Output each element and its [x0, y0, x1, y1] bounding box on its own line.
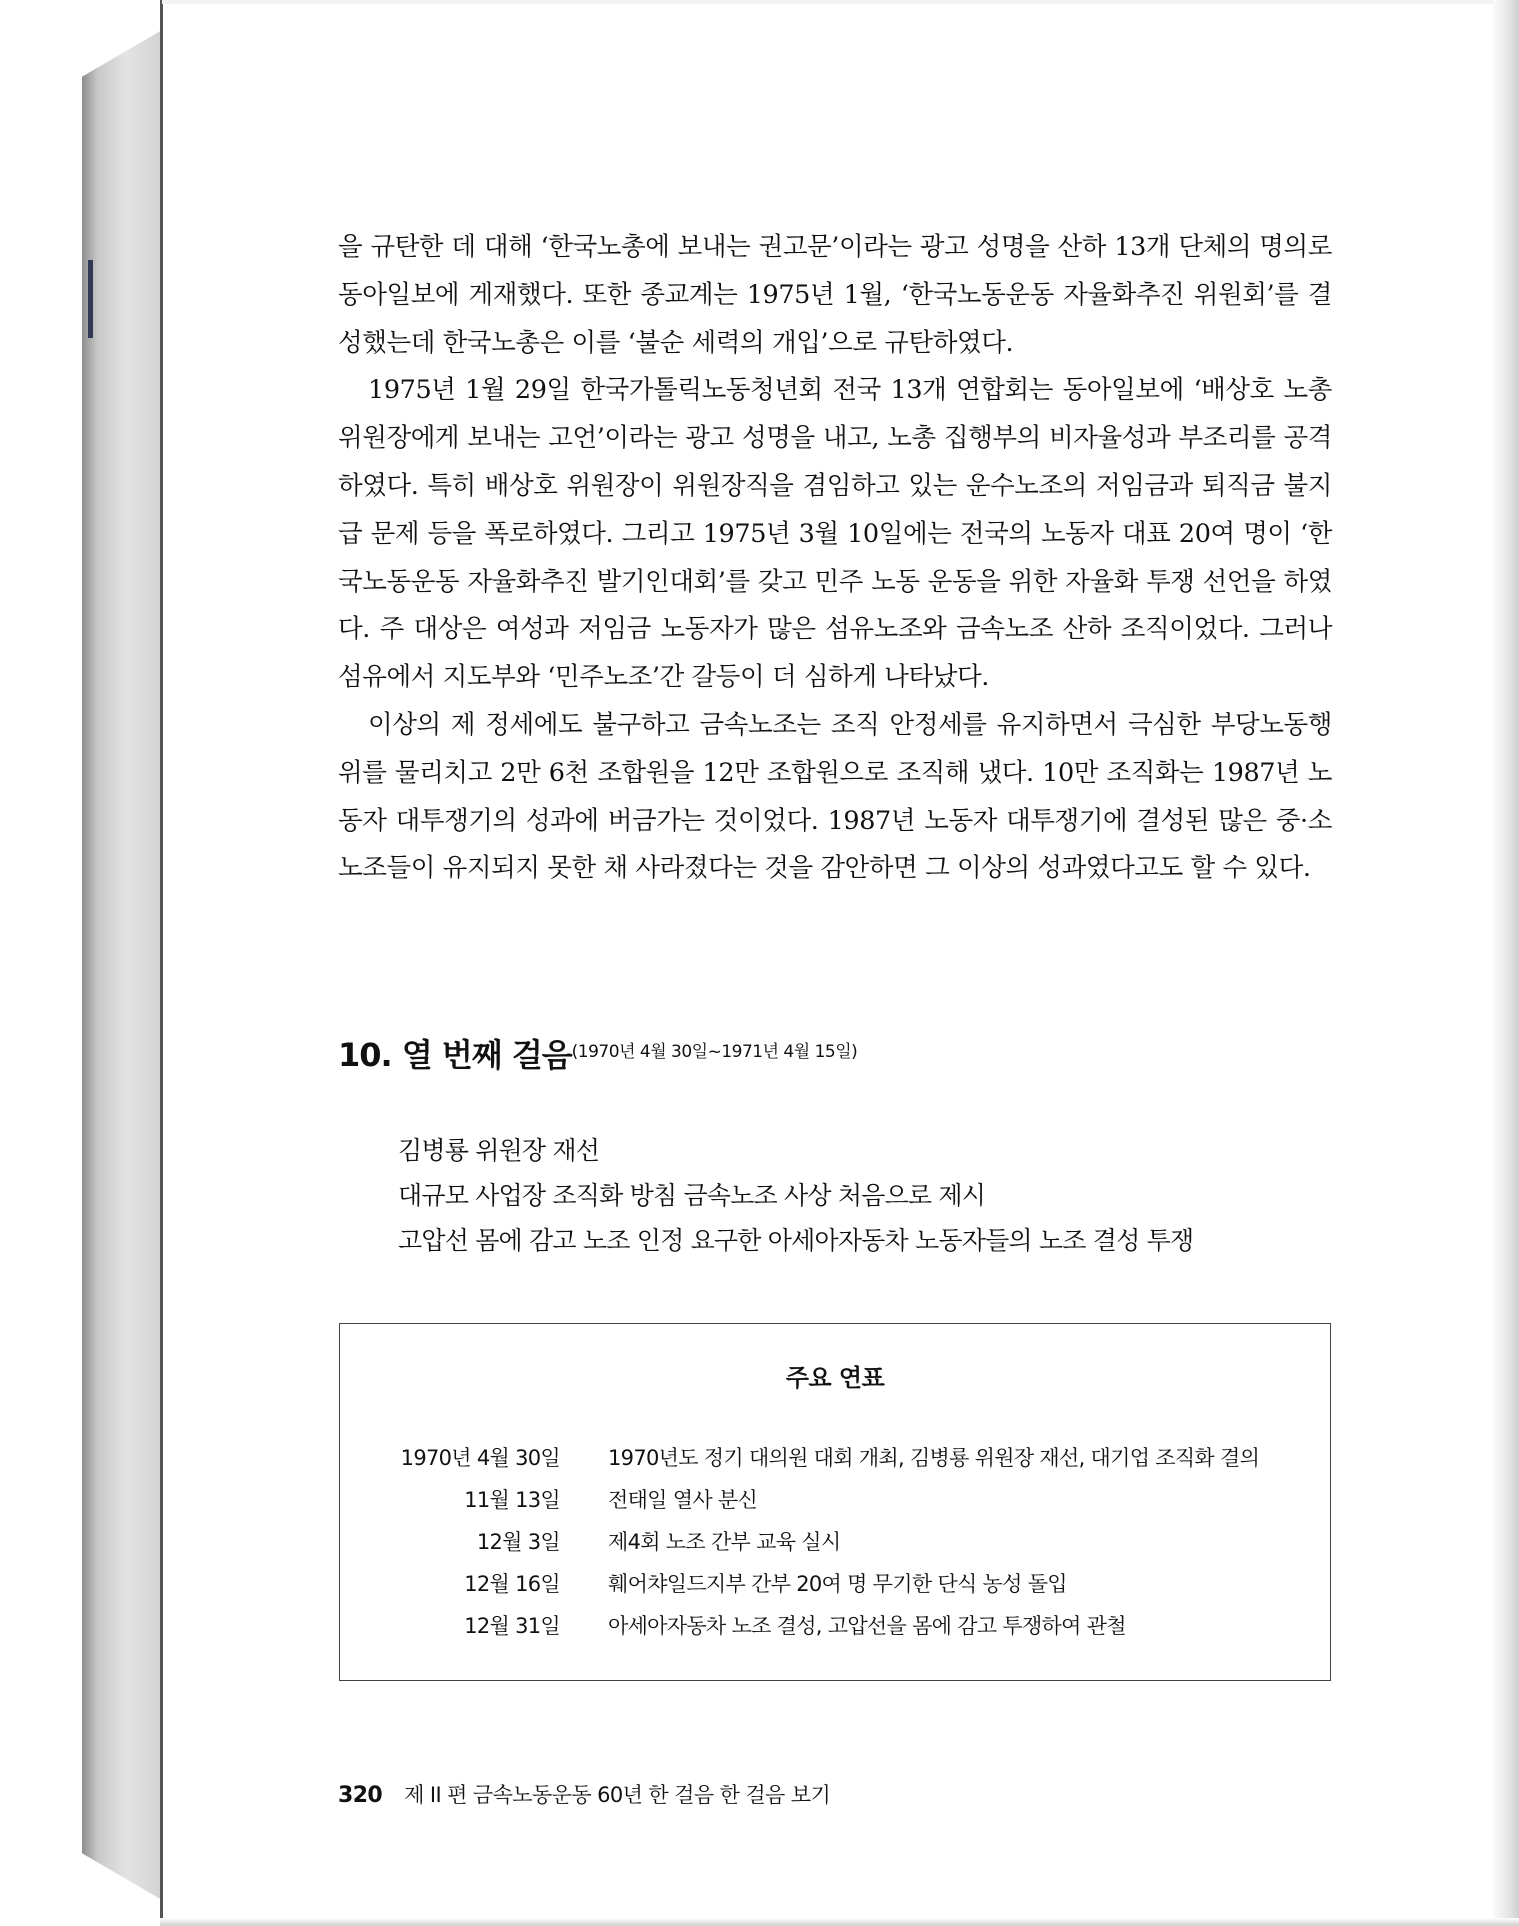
page-number: 320 — [338, 1783, 383, 1808]
page-footer — [338, 1779, 830, 1809]
chronology-row — [390, 1568, 1310, 1610]
highlight-item: 김병룡 위원장 재선 — [398, 1136, 600, 1165]
chronology-event: 제4회 노조 간부 교육 실시 — [608, 1530, 841, 1554]
chronology-event: 전태일 열사 분신 — [608, 1488, 758, 1512]
chronology-date: 12월 16일 — [464, 1572, 560, 1596]
chronology-event: 훼어챠일드지부 간부 20여 명 무기한 단식 농성 돌입 — [608, 1572, 1067, 1596]
chronology-event: 아세아자동차 노조 결성, 고압선을 몸에 감고 투쟁하여 관철 — [608, 1614, 1126, 1638]
book-spine-edge — [82, 30, 162, 1900]
running-head: 제 II 편 금속노동운동 60년 한 걸음 한 걸음 보기 — [404, 1783, 831, 1807]
highlight-item: 고압선 몸에 감고 노조 인정 요구한 아세아자동차 노동자들의 노조 결성 투쟁 — [398, 1226, 1194, 1255]
chronology-date: 11월 13일 — [464, 1488, 560, 1512]
chronology-event: 1970년도 정기 대의원 대회 개최, 김병룡 위원장 재선, 대기업 조직화 결의 — [608, 1446, 1260, 1470]
chronology-date: 12월 31일 — [464, 1614, 560, 1638]
chronology-row — [390, 1610, 1310, 1652]
page-top-edge — [162, 0, 1519, 4]
section-highlights — [398, 1128, 1193, 1263]
paragraph: 을 규탄한 데 대해 ‘한국노총에 보내는 권고문’이라는 광고 성명을 산하 13개 단체의 명의로 동아일보에 게재했다. 또한 종교계는 1975년 1월, ‘한국노동운동 자율화추진 위원회’를 결성했는데 한국노총은 이를 ‘불순 세력의 개입’으로 규탄하였다. — [338, 232, 1332, 358]
section-title: 10. 열 번째 걸음 — [338, 1036, 572, 1074]
chronology-date: 12월 3일 — [476, 1530, 560, 1554]
chronology-box — [339, 1323, 1331, 1681]
section-period: (1970년 4월 30일~1971년 4월 15일) — [571, 1042, 858, 1062]
paragraph: 이상의 제 정세에도 불구하고 금속노조는 조직 안정세를 유지하면서 극심한 부당노동행위를 물리치고 2만 6천 조합원을 12만 조합원으로 조직해 냈다. 10만 조직화는 1987년 노동자 대투쟁기의 성과에 버금가는 것이었다. 1987년 노동자 대투쟁기에 결성된 많은 중·소 노조들이 유지되지 못한 채 사라졌다는 것을 감안하면 그 이상의 성과였다고도 할 수 있다. — [338, 709, 1332, 884]
section-heading — [338, 1030, 857, 1076]
body-text — [338, 224, 1332, 893]
chronology-row — [390, 1484, 1310, 1526]
paragraph: 1975년 1월 29일 한국가톨릭노동청년회 전국 13개 연합회는 동아일보에 ‘배상호 노총위원장에게 보내는 고언’이라는 광고 성명을 내고, 노총 집행부의 비자율성과 부조리를 공격하였다. 특히 배상호 위원장이 위원장직을 겸임하고 있는 운수노조의 저임금과 퇴직금 불지급 문제 등을 폭로하였다. 그리고 1975년 3월 10일에는 전국의 노동자 대표 20여 명이 ‘한국노동운동 자율화추진 발기인대회’를 갖고 민주 노동 운동을 위한 자율화 투쟁 선언을 하였다. 주 대상은 여성과 저임금 노동자가 많은 섬유노조와 금속노조 산하 조직이었다. 그러나 섬유에서 지도부와 ‘민주노조’간 갈등이 더 심하게 나타났다. — [338, 375, 1332, 693]
chronology-row — [390, 1526, 1310, 1568]
page-bottom-edge — [160, 1918, 1519, 1926]
chronology-title: 주요 연표 — [785, 1364, 885, 1392]
highlight-item: 대규모 사업장 조직화 방침 금속노조 사상 처음으로 제시 — [398, 1181, 986, 1210]
page-left-edge — [160, 0, 163, 1926]
chronology-date: 1970년 4월 30일 — [400, 1446, 560, 1470]
chronology-row — [390, 1442, 1310, 1484]
page-right-edge — [1493, 0, 1519, 1926]
spine-mark — [88, 260, 93, 338]
chronology-list — [390, 1442, 1310, 1652]
